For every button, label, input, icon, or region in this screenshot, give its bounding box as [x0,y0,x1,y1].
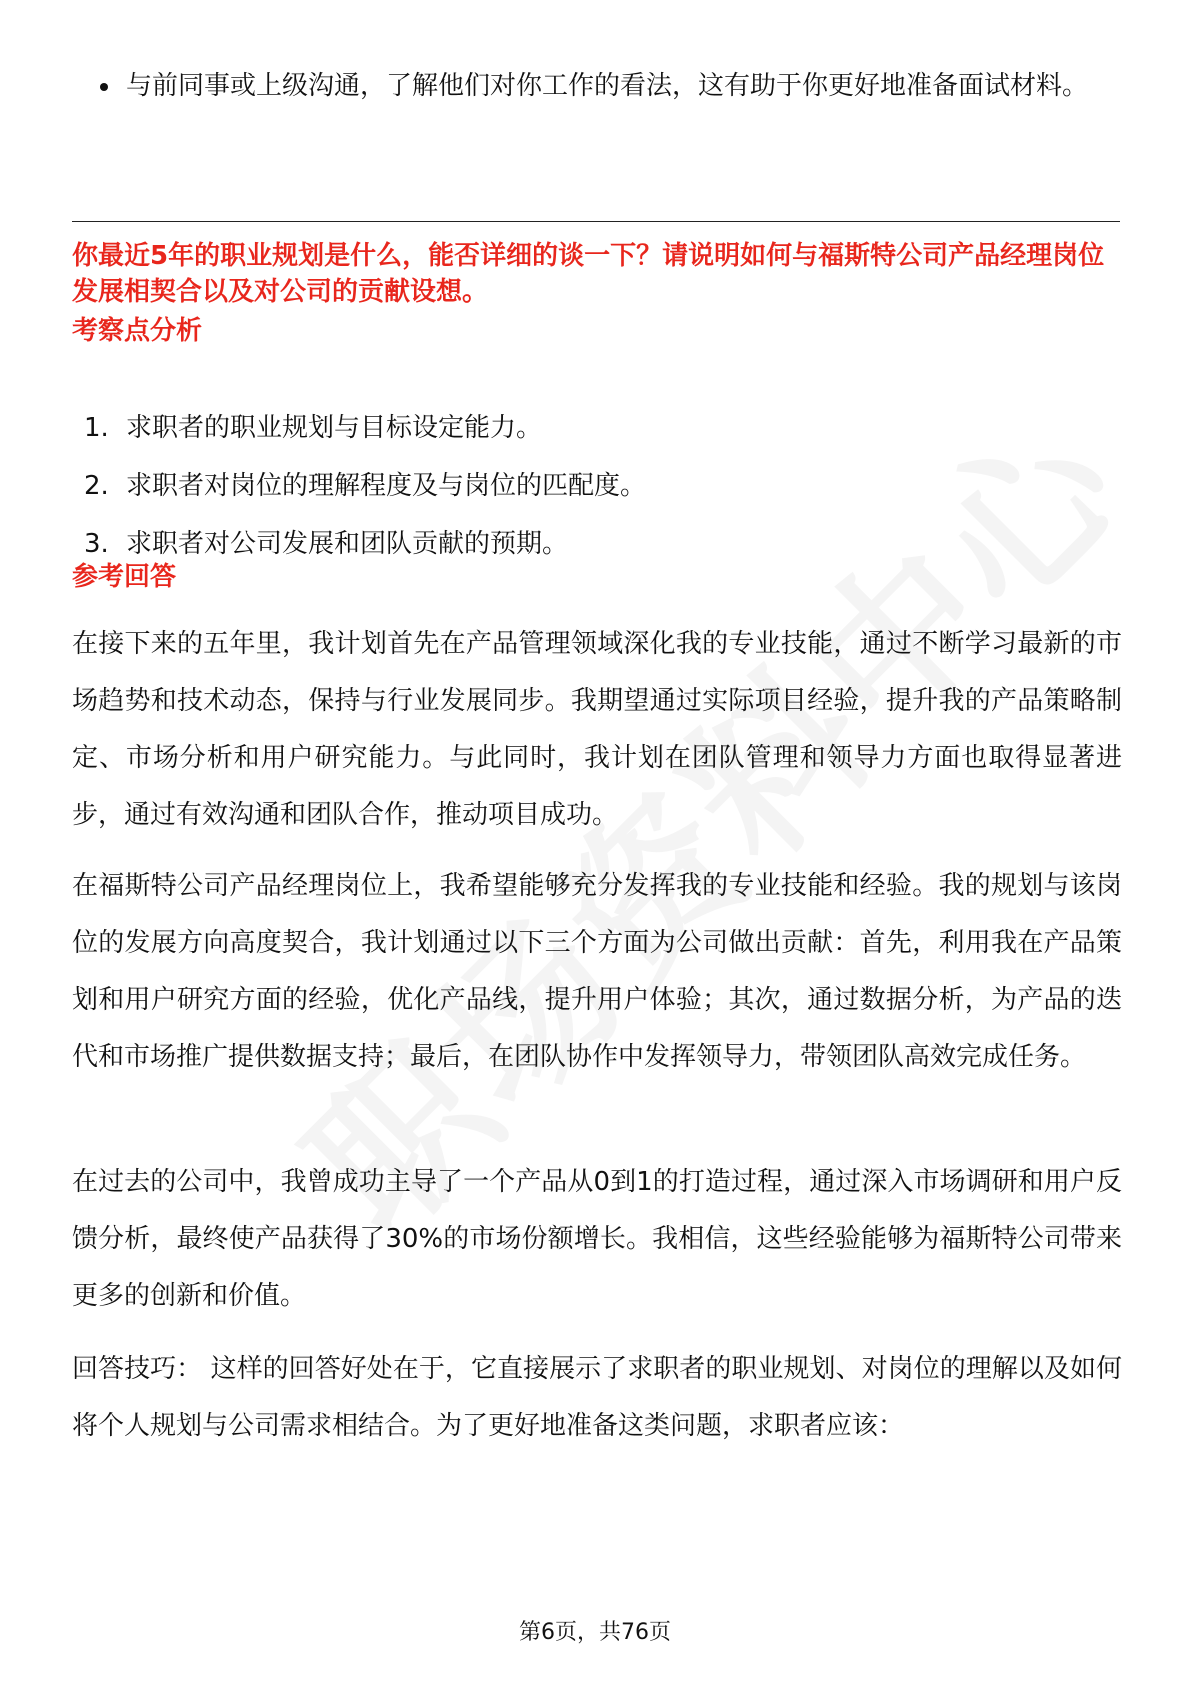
analysis-item-number: 3. [84,529,109,559]
bullet-dot-icon [100,83,108,91]
analysis-item [84,526,1114,584]
answer-paragraph: 在过去的公司中，我曾成功主导了一个产品从0到1的打造过程，通过深入市场调研和用户反馈分析，最终使产品获得了30%的市场份额增长。我相信，这些经验能够为福斯特公司带来更多的创新和价值。 [72,1167,1122,1311]
analysis-item [84,468,1114,526]
analysis-item-text: 求职者对岗位的理解程度及与岗位的匹配度。 [126,471,647,501]
analysis-item [84,410,1114,468]
answer-paragraph: 在接下来的五年里，我计划首先在产品管理领域深化我的专业技能，通过不断学习最新的市场趋势和技术动态，保持与行业发展同步。我期望通过实际项目经验，提升我的产品策略制定、市场分析和用户研究能力。与此同时，我计划在团队管理和领导力方面也取得显著进步，通过有效沟通和团队合作，推动项目成功。 [72,629,1122,830]
answer-tips-paragraph: 回答技巧： 这样的回答好处在于，它直接展示了求职者的职业规划、对岗位的理解以及如何将个人规划与公司需求相结合。为了更好地准备这类问题，求职者应该： [72,1354,1122,1441]
page-footer: 第6页，共76页 [519,1620,671,1645]
analysis-item-text: 求职者对公司发展和团队贡献的预期。 [126,529,569,559]
analysis-heading: 考察点分析 [72,316,203,346]
bullet-list-item [100,58,1100,114]
answer-heading: 参考回答 [72,562,177,592]
analysis-item-number: 1. [84,413,109,443]
answer-paragraph: 在福斯特公司产品经理岗位上，我希望能够充分发挥我的专业技能和经验。我的规划与该岗位的发展方向高度契合，我计划通过以下三个方面为公司做出贡献：首先，利用我在产品策划和用户研究方面的经验，优化产品线，提升用户体验；其次，通过数据分析，为产品的迭代和市场推广提供数据支持；最后，在团队协作中发挥领导力，带领团队高效完成任务。 [72,871,1122,1072]
interview-question: 你最近5年的职业规划是什么，能否详细的谈一下？请说明如何与福斯特公司产品经理岗位发展相契合以及对公司的贡献设想。 [72,241,1105,307]
analysis-item-text: 求职者的职业规划与目标设定能力。 [126,413,543,443]
analysis-list [84,410,1114,584]
bullet-text: 与前同事或上级沟通，了解他们对你工作的看法，这有助于你更好地准备面试材料。 [126,71,1089,101]
analysis-item-number: 2. [84,471,109,501]
section-divider [72,221,1120,222]
